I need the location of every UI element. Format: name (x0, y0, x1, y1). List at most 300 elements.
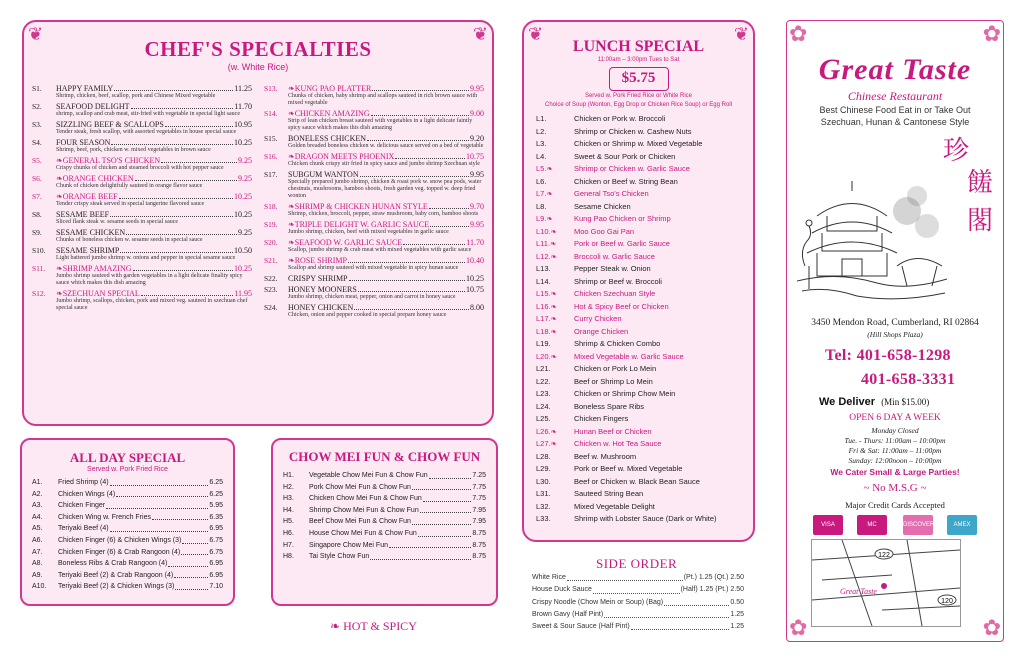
item-body (56, 156, 252, 172)
item-code-text: L7. (536, 189, 547, 198)
item-price: 9.95 (470, 170, 484, 179)
item-code (536, 188, 574, 201)
map-road-1: 122 (878, 552, 890, 559)
item-name: FOUR SEASON (56, 138, 111, 147)
chef-right-column (264, 84, 484, 321)
item-description: Chicken, onion and pepper cooked in special prepare honey sauce (288, 312, 447, 318)
hot-pepper-icon: ❧ (546, 214, 553, 223)
lunch-item (524, 238, 753, 251)
item-body (56, 138, 252, 154)
menu-row (32, 558, 223, 570)
item-name: Chicken Szechuan Style (574, 289, 656, 298)
item-description: Light battered jumbo shrimp w. onions and pepper in special sesame sauce (56, 255, 236, 261)
item-name: Hot & Spicy Beef or Chicken (574, 301, 669, 311)
lunch-price-badge: $5.75 (609, 67, 669, 91)
item-description: Scallop, jumbo shrimp & crab meat with mixed vegetables with garlic sauce (288, 247, 472, 253)
item-head (56, 192, 252, 201)
no-msg-notice: ~ No M.S.G ~ (863, 482, 927, 494)
menu-item (264, 238, 484, 254)
menu-item (32, 120, 252, 136)
dot-leader (181, 547, 208, 556)
item-code: L8. (536, 201, 547, 211)
item-name: Shrimp or Chicken w. Garlic Sauce (574, 164, 690, 173)
item-name: SUBGUM WANTON (288, 170, 359, 179)
chinese-char-1: 珍 (943, 136, 970, 166)
lunch-item (524, 351, 753, 364)
lunch-item (524, 438, 753, 451)
menu-row (283, 540, 486, 552)
lunch-item (524, 326, 753, 339)
item-head (288, 274, 484, 283)
item-name: House Chow Mei Fun & Chow Fun (309, 529, 417, 537)
dot-leader (412, 482, 471, 491)
item-head (56, 228, 252, 237)
item-name: CRISPY SHRIMP (288, 274, 348, 283)
item-description: Tender steak, fresh scallop, with assorted vegetables in house special sauce (56, 129, 237, 135)
item-description: Specially prepared jumbo shrimp, chicken & roast pork w. snow pea pods, water chestnuts, mushrooms, bamboo shoots, fresh garden veg. topped w. deep fried wonton (288, 179, 482, 199)
chow-title: CHOW MEI FUN & CHOW FUN (288, 449, 481, 464)
lunch-item (524, 113, 753, 126)
dot-leader (604, 609, 729, 618)
item-code: L19. (536, 339, 551, 348)
menu-item (32, 246, 252, 262)
lunch-served-note: Served w. Pork Fried Rice or White Rice (584, 93, 693, 99)
lunch-item (524, 176, 753, 189)
plaza-name: (Hill Shops Plaza) (867, 330, 923, 339)
item-code: S22. (264, 274, 278, 283)
item-price: 1.25 (730, 610, 744, 618)
hours-tue-thu: Tue. - Thurs: 11:00am – 10:00pm (844, 436, 946, 445)
lunch-hours: 11:00am – 3:00pm Tues to Sat (597, 57, 680, 63)
item-name: Teriyaki Beef (2) & Chicken Wings (3) (58, 583, 175, 591)
item-name: Beef w. Mushroom (574, 451, 637, 461)
hot-pepper-icon: ❧ (288, 84, 295, 93)
item-code: S6. (32, 174, 42, 183)
flower-ornament-icon: ✿ (789, 21, 808, 46)
item-price: 11.70 (466, 238, 484, 247)
item-code: L1. (536, 114, 547, 123)
dot-leader (389, 540, 471, 549)
item-head (56, 210, 252, 219)
item-price: 5.95 (209, 502, 223, 510)
dot-leader (420, 505, 472, 514)
item-name: Teriyaki Beef (2) & Crab Rangoon (4) (58, 571, 174, 579)
credit-card-logo: AMEX (947, 515, 977, 535)
item-name: Hunan Beef or Chicken (574, 426, 652, 436)
chow-list (273, 470, 496, 563)
item-code: S2. (32, 102, 42, 111)
tagline-eat-in: Best Chinese Food Eat in or Take Out (819, 105, 971, 115)
item-code (536, 163, 574, 176)
address: 3450 Mendon Road, Cumberland, RI 02864 (811, 318, 979, 328)
item-price: 10.50 (234, 246, 252, 255)
dot-leader (126, 228, 237, 235)
item-code: S3. (32, 120, 42, 129)
menu-row (32, 489, 223, 501)
item-code: S9. (32, 228, 42, 237)
item-name: Chicken or Pork w. Broccoli (574, 114, 666, 123)
dot-leader (119, 192, 233, 199)
dot-leader (395, 152, 465, 159)
item-price: 6.25 (209, 490, 223, 498)
item-name: General Tso's Chicken (574, 189, 649, 198)
item-price: 9.20 (470, 134, 484, 143)
item-body (288, 303, 484, 319)
item-code: S5. (32, 156, 42, 165)
lunch-item (524, 501, 753, 514)
item-name: Mixed Vegetable Delight (574, 501, 655, 511)
menu-item (264, 274, 484, 283)
menu-row (32, 570, 223, 582)
item-price: 10.25 (234, 264, 252, 273)
item-head (56, 289, 252, 298)
hot-pepper-icon: ❧ (288, 238, 295, 247)
flower-ornament-icon: ✿ (982, 615, 1001, 640)
item-price: 11.95 (234, 289, 252, 298)
dot-leader (120, 246, 233, 253)
dot-leader (360, 170, 469, 177)
item-name: Chicken Wings (4) (58, 490, 116, 498)
dot-leader (110, 477, 209, 486)
lunch-item (524, 213, 753, 226)
side-order-row (532, 572, 744, 584)
item-head (288, 220, 484, 229)
item-code-text: L11. (536, 239, 551, 248)
hot-pepper-icon: ❧ (56, 156, 63, 165)
item-head (288, 84, 484, 93)
item-name: Chicken or Shrimp Chow Mein (574, 389, 676, 398)
item-code: L4. (536, 151, 547, 161)
item-price: 7.95 (472, 506, 486, 514)
item-body (288, 202, 484, 218)
item-code: A4. (32, 513, 43, 521)
item-code: A7. (32, 548, 43, 556)
item-price: 6.95 (209, 571, 223, 579)
item-head (288, 303, 484, 312)
dot-leader (131, 102, 234, 109)
item-code: H7. (283, 541, 294, 549)
side-order-row (532, 584, 744, 596)
menu-row (32, 477, 223, 489)
item-name: TRIPLE DELIGHT W. GARLIC SAUCE (294, 220, 429, 229)
restaurant-info-panel (786, 20, 1004, 642)
tagline-styles: Szechuan, Hunan & Cantonese Style (820, 117, 970, 127)
item-price: 10.95 (234, 120, 252, 129)
item-name: Curry Chicken (574, 314, 622, 323)
item-code: A10. (32, 583, 47, 591)
item-name: Brown Gavy (Half Pint) (532, 610, 604, 618)
item-code-text: L20. (536, 351, 551, 361)
item-description: Shrimp, beef, pork, chicken w. mixed vegetables in brown sauce (56, 147, 211, 153)
hot-pepper-icon: ❧ (550, 426, 557, 436)
item-name: Broccoli w. Garlic Sauce (574, 251, 655, 261)
hot-pepper-icon: ❧ (550, 439, 557, 448)
phone-secondary[interactable]: 401-658-3331 (861, 371, 956, 388)
dot-leader (141, 289, 233, 296)
item-code: A2. (32, 490, 43, 498)
menu-row (32, 581, 223, 593)
lunch-title: LUNCH SPECIAL (572, 38, 705, 55)
dot-leader (358, 285, 465, 292)
flourish-ornament: ❦ (28, 24, 44, 45)
item-name: SESAME CHICKEN (56, 228, 126, 237)
hot-pepper-icon: ❧ (550, 289, 557, 298)
item-name: Shrimp or Chicken w. Cashew Nuts (574, 126, 692, 136)
dot-leader (423, 493, 472, 502)
item-name: SIZZLING BEEF & SCALLOPS (56, 120, 164, 129)
chinese-characters (943, 133, 995, 253)
item-price: 10.25 (466, 274, 484, 283)
map-restaurant-label: Great Taste (840, 587, 877, 596)
lunch-item (524, 288, 753, 301)
item-price: 0.50 (730, 598, 744, 606)
menu-item (32, 210, 252, 226)
item-name: SESAME SHRIMP (56, 246, 120, 255)
item-name: Kung Pao Chicken or Shrimp (574, 214, 671, 223)
dot-leader (430, 220, 469, 227)
flower-ornament-icon: ✿ (789, 615, 808, 640)
item-code: L25. (536, 414, 551, 423)
item-price: 1.25 (730, 623, 744, 631)
hours-fri-sat: Fri & Sat: 11:00am – 11:00pm (848, 446, 942, 455)
item-name: CHICKEN AMAZING (294, 109, 370, 118)
item-price: 6.25 (209, 479, 223, 486)
item-description: Jumbo shrimp, scallops, chicken, pork and mixed veg. sauteed in szechuan chef special sauce (56, 298, 248, 311)
item-name: HONEY CHICKEN (288, 303, 354, 312)
dot-leader (367, 134, 469, 141)
hot-pepper-icon: ❧ (56, 192, 63, 201)
item-price: 9.25 (238, 156, 252, 165)
item-name: Singapore Chow Mei Fun (309, 541, 388, 549)
menu-item (264, 303, 484, 319)
delivery-notice (819, 396, 929, 408)
item-code: A1. (32, 479, 43, 486)
item-head (288, 134, 484, 143)
item-name: Beef Chow Mei Fun & Chow Fun (309, 518, 411, 526)
item-code (536, 313, 574, 326)
item-name: HAPPY FAMILY (56, 84, 114, 93)
item-name: Chicken or Shrimp w. Mixed Vegetable (574, 139, 703, 148)
item-code: A8. (32, 560, 43, 568)
item-name: Mixed Vegetable w. Garlic Sauce (574, 351, 684, 361)
chef-subtitle: (w. White Rice) (227, 62, 289, 72)
item-code (536, 213, 574, 226)
item-code: H1. (283, 472, 294, 479)
dot-leader (429, 202, 469, 209)
dot-leader (111, 138, 233, 145)
item-body (56, 228, 252, 244)
item-code: A6. (32, 536, 43, 544)
item-code (536, 351, 574, 364)
lunch-item (524, 226, 753, 239)
menu-row (283, 528, 486, 540)
item-body (56, 174, 252, 190)
dot-leader (133, 264, 233, 271)
dot-leader (403, 238, 465, 245)
item-description: Chunk of chicken delightfully sauteed in orange flavor sauce (56, 183, 203, 189)
location-map (811, 539, 961, 627)
item-price: 10.25 (234, 138, 252, 147)
dot-leader (429, 470, 472, 479)
item-code (536, 238, 574, 251)
item-body (288, 274, 484, 283)
item-name: Chicken Fingers (574, 414, 629, 423)
item-description: Strip of lean chicken breast sauteed with vegetables in a light delicate faintly spicy sauce which makes this dish amazing (288, 118, 473, 131)
menu-item (32, 228, 252, 244)
item-price: 6.75 (209, 536, 223, 544)
menu-row (283, 505, 486, 517)
dot-leader (135, 174, 237, 181)
item-code: S4. (32, 138, 42, 147)
item-body (56, 120, 252, 136)
item-code (536, 301, 574, 314)
lunch-item (524, 426, 753, 439)
dot-leader (168, 558, 208, 567)
item-code: L6. (536, 176, 547, 186)
hot-pepper-icon: ❧ (56, 174, 63, 183)
lunch-item (524, 413, 753, 426)
credit-card-logo: VISA (813, 515, 843, 535)
item-price: 8.75 (472, 541, 486, 549)
item-name: Chicken Finger (58, 502, 106, 510)
item-code-text: L16. (536, 301, 551, 311)
menu-row (283, 470, 486, 482)
item-name: White Rice (532, 574, 566, 581)
lunch-item (524, 276, 753, 289)
item-price: 10.40 (466, 256, 484, 265)
menu-item (32, 156, 252, 172)
item-code-text: L12. (536, 251, 551, 261)
dot-leader (370, 551, 471, 560)
item-description: Chicken chunk crispy stir fried in spicy sauce and jumbo shrimp Szechuan style (288, 161, 480, 167)
menu-item (264, 170, 484, 200)
item-name: Chicken or Pork Lo Mein (574, 364, 657, 373)
item-head (56, 264, 252, 273)
credit-cards-label: Major Credit Cards Accepted (845, 500, 945, 510)
item-price: 6.95 (209, 560, 223, 568)
lunch-item (524, 138, 753, 151)
item-name: Sweet & Sour Pork or Chicken (574, 151, 676, 161)
lunch-item (524, 163, 753, 176)
chefs-specialties-panel (22, 20, 494, 426)
item-head (56, 156, 252, 165)
hot-pepper-icon: ❧ (550, 226, 557, 236)
closed-day: Monday Closed (871, 426, 919, 435)
hot-pepper-icon: ❧ (56, 264, 63, 273)
item-head (288, 202, 484, 211)
item-price: 7.95 (472, 518, 486, 526)
item-code: S14. (264, 109, 278, 118)
item-name: Beef or Shrimp Lo Mein (574, 376, 653, 386)
catering-notice: We Cater Small & Large Parties! (830, 467, 960, 477)
item-description: Jumbo shrimp, chicken meat, pepper, onion and carrot in honey sauce (288, 294, 456, 300)
item-name: ROSE SHRIMP (294, 256, 347, 265)
lunch-item (524, 126, 753, 139)
dot-leader (567, 572, 683, 581)
side-order-list (532, 572, 744, 633)
hot-spicy-legend (330, 619, 417, 634)
item-name: DRAGON MEETS PHOENIX (294, 152, 395, 161)
item-code: S21. (264, 256, 278, 265)
item-name: Boneless Spare Ribs (574, 401, 645, 411)
menu-item (32, 138, 252, 154)
menu-row (32, 500, 223, 512)
menu-item (32, 264, 252, 287)
menu-row (32, 512, 223, 524)
item-code: S7. (32, 192, 42, 201)
item-code: H6. (283, 529, 294, 537)
item-name: SZECHUAN SPECIAL (62, 289, 140, 298)
hot-pepper-icon: ❧ (550, 251, 557, 261)
item-code: L22. (536, 376, 551, 386)
dot-leader (182, 535, 208, 544)
item-head (288, 109, 484, 118)
item-price: (Half) 1.25 (Pt.) 2.50 (680, 586, 744, 594)
phone-primary[interactable]: Tel: 401-658-1298 (825, 347, 951, 364)
menu-item (32, 192, 252, 208)
item-description: Shrimp, chicken, beef, scallop, pork and Chinese Mixed vegetable (56, 93, 216, 99)
item-code: S10. (32, 246, 46, 255)
side-order-row (532, 621, 744, 633)
item-price: 7.75 (472, 495, 486, 503)
item-name: SESAME BEEF (56, 210, 110, 219)
item-name: Teriyaki Beef (4) (58, 525, 109, 533)
item-price: 10.25 (234, 192, 252, 201)
dot-leader (664, 597, 729, 606)
item-code: S8. (32, 210, 42, 219)
lunch-special-panel (522, 20, 755, 542)
dot-leader (174, 570, 208, 579)
item-description: shrimp, scallop and crab meat, stir-fried with vegetable in special light sauce (56, 111, 240, 117)
dot-leader (593, 584, 680, 593)
item-code: L3. (536, 139, 547, 148)
hot-pepper-icon: ❧ (546, 164, 553, 173)
flower-ornament-icon: ✿ (982, 21, 1001, 46)
item-code-text: L27. (536, 439, 551, 448)
item-name: Crispy Noodle (Chow Mein or Soup) (Bag) (532, 598, 664, 606)
item-code-text: L26. (536, 426, 551, 436)
item-price: 7.75 (472, 483, 486, 491)
hot-pepper-icon: ❧ (288, 256, 295, 265)
item-code: L13. (536, 264, 551, 273)
item-code: L30. (536, 476, 551, 486)
item-name: Sweet & Sour Sauce (Half Pint) (532, 623, 630, 631)
item-name: SHRIMP & CHICKEN HUNAN STYLE (294, 202, 428, 211)
menu-item (264, 285, 484, 301)
menu-row (283, 516, 486, 528)
item-name: House Duck Sauce (532, 586, 592, 594)
item-price: 11.25 (234, 84, 252, 93)
lunch-item (524, 251, 753, 264)
flourish-ornament: ❦ (472, 24, 488, 45)
item-name: Shrimp or Beef w. Broccoli (574, 276, 662, 286)
deliver-label: We Deliver (819, 396, 876, 408)
menu-row (283, 551, 486, 563)
item-description: Sliced flank steak w. sesame seeds in special sauce (56, 219, 179, 225)
hot-pepper-icon: ❧ (546, 189, 553, 198)
chef-title: CHEF'S SPECIALTIES (144, 37, 372, 61)
item-price: 6.75 (209, 548, 223, 556)
side-order-title: SIDE ORDER (596, 556, 678, 571)
item-description: Chunks of chicken, baby shrimp and scallops sauteed in rich brown sauce with mixed vegetable (288, 93, 478, 106)
item-price: 8.75 (472, 529, 486, 537)
side-order-row (532, 609, 744, 621)
lunch-list (524, 113, 753, 526)
dot-leader (354, 303, 469, 310)
lunch-item (524, 476, 753, 489)
item-code: H8. (283, 553, 294, 561)
item-price: 9.95 (470, 84, 484, 93)
